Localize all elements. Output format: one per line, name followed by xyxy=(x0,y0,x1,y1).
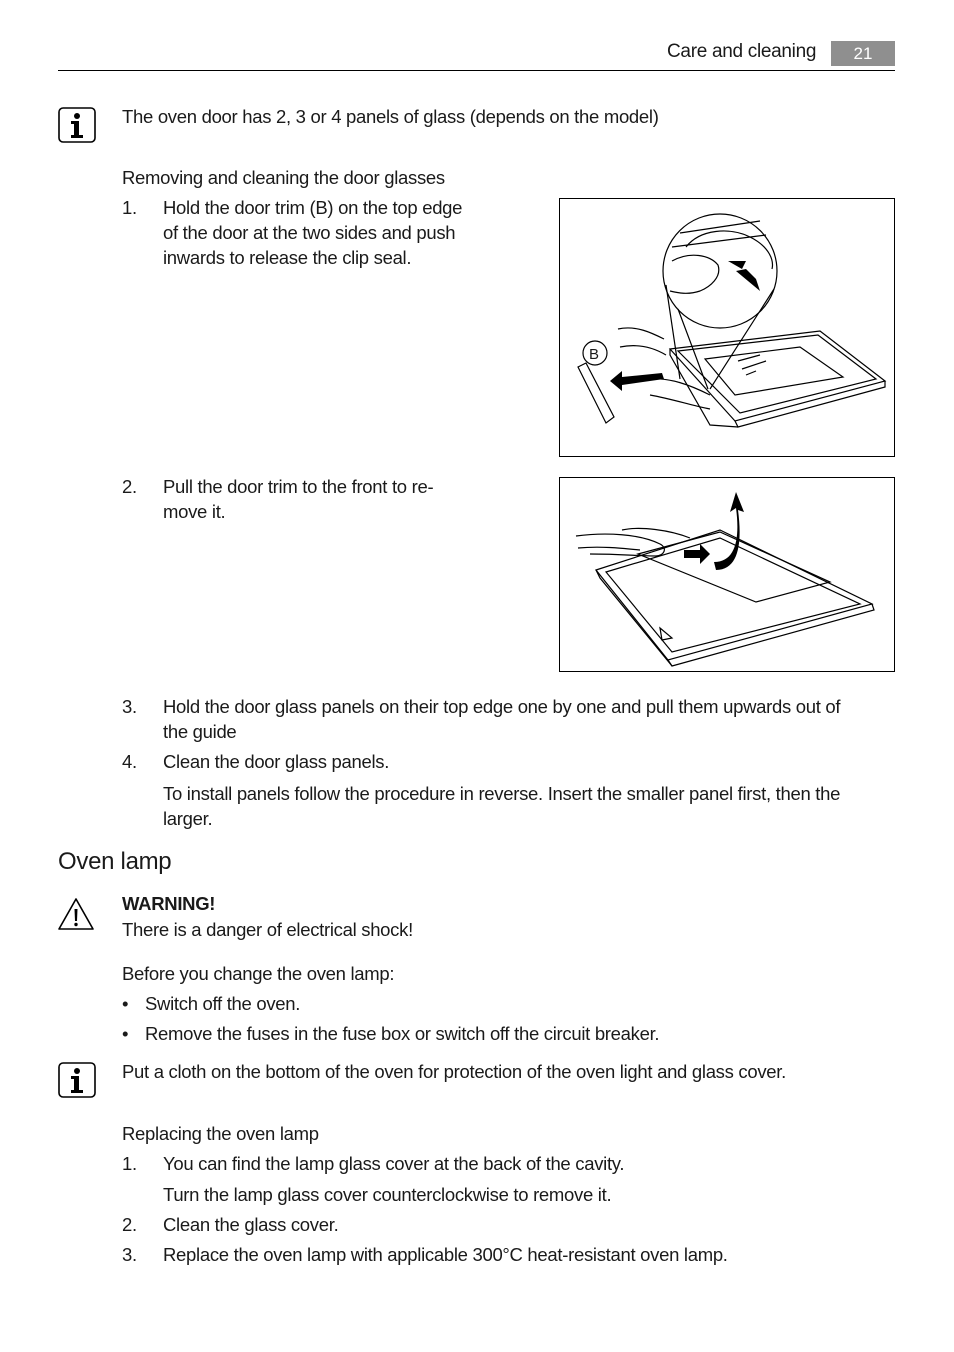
step-number: 3. xyxy=(122,696,137,717)
step-line: Pull the door trim to the front to re- xyxy=(163,476,434,497)
step-line: of the door at the two sides and push xyxy=(163,222,456,243)
install-note-line: larger. xyxy=(163,808,213,829)
info-icon xyxy=(58,107,96,143)
step-line: inwards to release the clip seal. xyxy=(163,247,412,268)
door-trim-removal-illustration xyxy=(560,478,894,671)
bullet-item: Switch off the oven. xyxy=(145,993,301,1014)
step-text: Clean the glass cover. xyxy=(163,1214,339,1235)
trim-label: B xyxy=(589,346,600,363)
step-number: 1. xyxy=(122,197,137,218)
replace-title: Replacing the oven lamp xyxy=(122,1123,319,1144)
step-line: Hold the door glass panels on their top edge one by one and pull them upwards out of xyxy=(163,696,841,717)
warning-text: There is a danger of electrical shock! xyxy=(122,919,413,940)
bullet-item: Remove the fuses in the fuse box or switch off the circuit breaker. xyxy=(145,1023,660,1044)
step-number: 4. xyxy=(122,751,137,772)
step-text: Turn the lamp glass cover counterclockwise to remove it. xyxy=(163,1184,612,1205)
step-number: 1. xyxy=(122,1153,137,1174)
step-text: Replace the oven lamp with applicable 300°C heat-resistant oven lamp. xyxy=(163,1244,728,1265)
step-number: 2. xyxy=(122,1214,137,1235)
before-title: Before you change the oven lamp: xyxy=(122,963,395,984)
running-header: Care and cleaning xyxy=(667,41,817,62)
bullet-mark: • xyxy=(122,1023,129,1044)
step-text: You can find the lamp glass cover at the back of the cavity. xyxy=(163,1153,625,1174)
step-number: 2. xyxy=(122,476,137,497)
header-rule xyxy=(58,70,895,71)
install-note-line: To install panels follow the procedure in reverse. Insert the smaller panel first, then the xyxy=(163,783,841,804)
door-trim-removal-figure xyxy=(559,477,895,672)
door-glass-title: Removing and cleaning the door glasses xyxy=(122,167,445,188)
door-trim-illustration xyxy=(560,199,894,456)
door-trim-figure xyxy=(559,198,895,457)
step-line: Hold the door trim (B) on the top edge xyxy=(163,197,463,218)
warning-title: WARNING! xyxy=(122,893,216,914)
page-number: 21 xyxy=(831,41,895,66)
step-line: move it. xyxy=(163,501,226,522)
glass-panels-note: The oven door has 2, 3 or 4 panels of glass (depends on the model) xyxy=(122,106,659,127)
step-line: Clean the door glass panels. xyxy=(163,751,390,772)
warning-icon xyxy=(57,896,95,932)
step-line: the guide xyxy=(163,721,237,742)
section-heading: Oven lamp xyxy=(58,848,172,875)
bullet-mark: • xyxy=(122,993,129,1014)
step-number: 3. xyxy=(122,1244,137,1265)
info-icon xyxy=(58,1062,96,1098)
cloth-note: Put a cloth on the bottom of the oven for protection of the oven light and glass cover. xyxy=(122,1061,786,1082)
